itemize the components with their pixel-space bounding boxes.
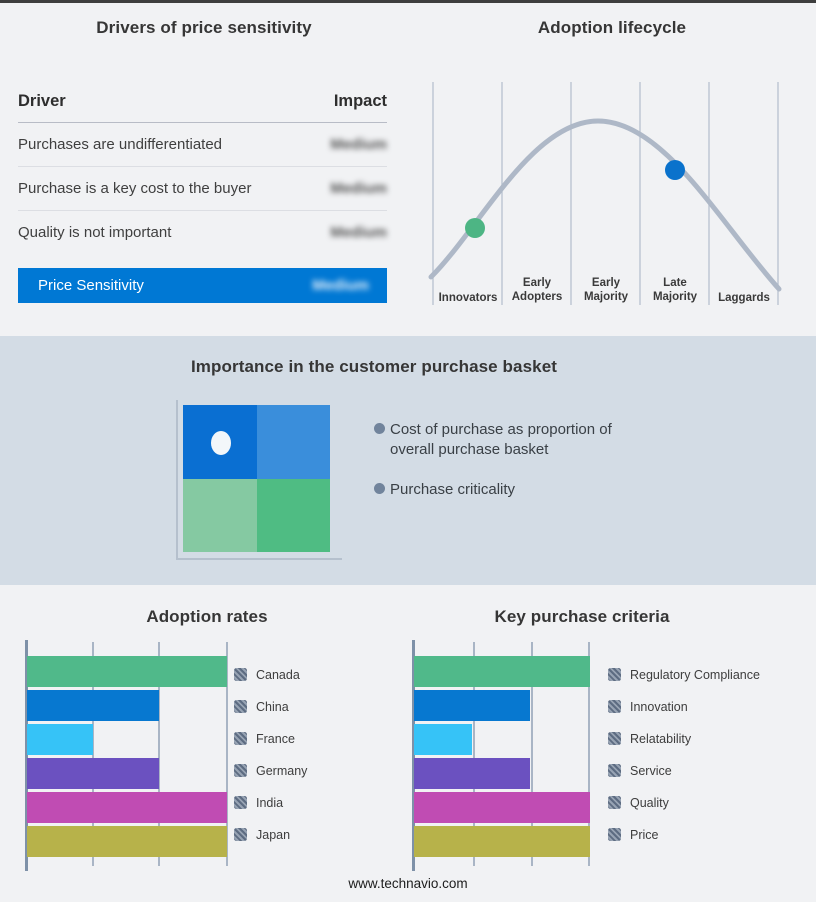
hatched-swatch-icon	[234, 700, 247, 713]
bar-germany	[27, 758, 159, 789]
hatched-swatch-icon	[234, 828, 247, 841]
quadrant-x-axis	[176, 558, 342, 560]
hatched-swatch-icon	[234, 732, 247, 745]
hatched-swatch-icon	[608, 700, 621, 713]
stage-label-laggards: Laggards	[718, 292, 770, 304]
table-row	[18, 211, 387, 254]
driver-cell: Price Sensitivity	[38, 277, 144, 294]
impact-cell-blurred: Medium	[330, 224, 387, 241]
hatched-swatch-icon	[234, 668, 247, 681]
top-edge-divider	[0, 0, 816, 3]
bar-china	[27, 690, 159, 721]
quadrant-cell-bottom-left	[183, 479, 257, 553]
stage-label-early-majority: Early Majority	[583, 277, 629, 303]
legend-item: Japan	[234, 828, 307, 841]
legend-item: Relatability	[608, 732, 760, 745]
impact-cell-blurred: Medium	[330, 136, 387, 153]
hatched-swatch-icon	[608, 828, 621, 841]
hatched-swatch-icon	[234, 796, 247, 809]
key-criteria-legend	[608, 668, 760, 860]
hatched-swatch-icon	[234, 764, 247, 777]
quadrant-matrix	[183, 405, 330, 552]
bullet-icon	[374, 483, 385, 494]
bar-innovation	[414, 690, 530, 721]
impact-cell-blurred: Medium	[330, 180, 387, 197]
website-url: www.technavio.com	[348, 876, 468, 891]
hatched-swatch-icon	[608, 732, 621, 745]
bar-relatability	[414, 724, 472, 755]
hatched-swatch-icon	[608, 796, 621, 809]
lifecycle-title: Adoption lifecycle	[537, 18, 687, 37]
innovators-marker-dot	[465, 218, 485, 238]
basket-title: Importance in the customer purchase basket	[190, 357, 558, 376]
drivers-table-header	[18, 92, 387, 123]
driver-column-header: Driver	[18, 92, 66, 110]
bar-quality	[414, 792, 590, 823]
quadrant-y-axis	[176, 400, 178, 560]
price-sensitivity-highlight-row	[18, 268, 387, 303]
bullet-item: Purchase criticality	[390, 481, 516, 498]
legend-item: Service	[608, 764, 760, 777]
bar-price	[414, 826, 590, 857]
adoption-rates-title: Adoption rates	[146, 607, 268, 626]
quadrant-cell-bottom-right	[257, 479, 331, 553]
key-purchase-criteria-title: Key purchase criteria	[494, 607, 670, 626]
legend-item: Canada	[234, 668, 307, 681]
lifecycle-gridlines	[433, 82, 778, 305]
drivers-title: Drivers of price sensitivity	[96, 18, 312, 37]
purchase-basket-section	[0, 336, 816, 585]
hatched-swatch-icon	[608, 764, 621, 777]
driver-cell: Purchase is a key cost to the buyer	[18, 180, 252, 197]
table-row	[18, 167, 387, 211]
quadrant-cell-top-right	[257, 405, 331, 479]
legend-item: Innovation	[608, 700, 760, 713]
hatched-swatch-icon	[608, 668, 621, 681]
legend-item: Regulatory Compliance	[608, 668, 760, 681]
stage-label-innovators: Innovators	[438, 292, 498, 304]
legend-item: Germany	[234, 764, 307, 777]
bar-service	[414, 758, 530, 789]
impact-cell-blurred: Medium	[312, 277, 369, 294]
impact-column-header: Impact	[333, 92, 387, 110]
bar-canada	[27, 656, 227, 687]
quadrant-position-dot	[211, 431, 231, 455]
bar-regulatory-compliance	[414, 656, 590, 687]
adoption-rates-legend	[234, 668, 307, 860]
adoption-rates-bars	[27, 656, 227, 860]
drivers-table	[18, 92, 387, 303]
bar-france	[27, 724, 93, 755]
legend-item: Quality	[608, 796, 760, 809]
legend-item: India	[234, 796, 307, 809]
bullet-icon	[374, 423, 385, 434]
driver-cell: Purchases are undifferentiated	[18, 136, 223, 153]
legend-item: Price	[608, 828, 760, 841]
bell-curve	[431, 121, 779, 289]
stage-label-early-adopters: Early Adopters	[511, 277, 563, 303]
stage-label-late-majority: Late Majority	[652, 277, 698, 303]
driver-cell: Quality is not important	[18, 224, 172, 241]
legend-item: France	[234, 732, 307, 745]
legend-item: China	[234, 700, 307, 713]
key-criteria-bars	[414, 656, 590, 860]
table-row	[18, 123, 387, 167]
late-majority-marker-dot	[665, 160, 685, 180]
bar-japan	[27, 826, 227, 857]
bar-india	[27, 792, 227, 823]
bullet-item: Cost of purchase as proportion of overall purchase basket	[390, 421, 612, 458]
